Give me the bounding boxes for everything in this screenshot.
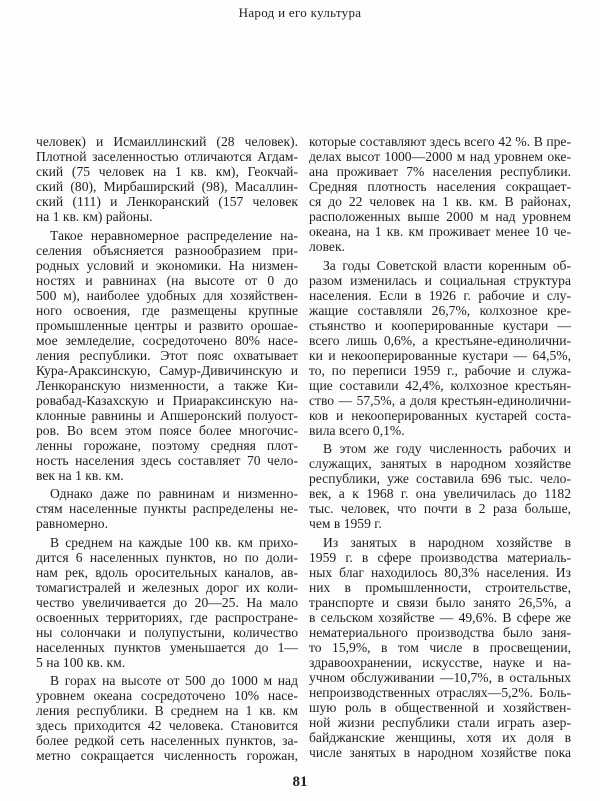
text-line: нам рек, вдоль оросительных каналов, ав- bbox=[36, 564, 298, 580]
text-line: которые составляют здесь всего 42 %. В пре- bbox=[309, 134, 571, 149]
paragraph bbox=[309, 441, 571, 531]
text-line: числе занятых в народном хозяйстве пока bbox=[309, 744, 571, 760]
text-line: транспорте и связи было занято 26,5%, а bbox=[309, 594, 571, 610]
text-line: освоенных территориях, где распростране- bbox=[36, 609, 298, 625]
text-line: ский (80), Мирбаширский (98), Масаллин- bbox=[36, 179, 298, 194]
text-column-left bbox=[36, 134, 298, 767]
text-line: республики, уже составила 696 тыс. чело- bbox=[309, 471, 571, 486]
text-line: томагистралей и железных дорог их коли- bbox=[36, 579, 298, 595]
text-line: шую роль в общественной и хозяйствен- bbox=[309, 699, 571, 715]
text-line: стьянство и кооперированные кустари — bbox=[309, 317, 571, 333]
text-line: Средняя плотность населения сокращает- bbox=[309, 179, 571, 194]
text-line: населения. Если в 1926 г. рабочие и слу- bbox=[309, 287, 571, 303]
text-line: нематериального производства было заня- bbox=[309, 624, 571, 640]
text-line: на 1 кв. км) районы. bbox=[36, 209, 153, 224]
text-line: ления республики. В среднем на 1 кв. км bbox=[36, 703, 298, 718]
text-line: Такое неравномерное распределение на- bbox=[50, 227, 298, 243]
text-line: Однако даже по равнинам и низменно- bbox=[50, 486, 298, 501]
text-line: Плотной заселенностью отличаются Агдам- bbox=[36, 149, 298, 164]
text-line: ана проживает 7% населения республики. bbox=[309, 164, 571, 179]
text-line: делах высот 1000—2000 м над уровнем оке- bbox=[309, 149, 571, 164]
text-line: всего лишь 0,6%, а крестьяне-единолични- bbox=[309, 332, 571, 348]
text-line: ных благ находилось 80,3% населения. Из bbox=[309, 564, 571, 580]
text-line: ной жизни республики стали играть азер- bbox=[309, 714, 571, 730]
text-line: ного освоения, где размещены крупные bbox=[36, 302, 298, 318]
text-line: здесь приходится 42 человека. Становится bbox=[36, 718, 298, 733]
text-line: В среднем на каждые 100 кв. км прихо- bbox=[50, 534, 298, 550]
text-line: клонные равнины и Апшеронский полуост- bbox=[36, 407, 298, 423]
text-line: щие составили 42,4%, колхозное крестьян- bbox=[309, 377, 571, 393]
text-line: человек) и Исмаиллинский (28 человек). bbox=[36, 134, 298, 149]
running-head-title: Народ и его культура bbox=[238, 5, 362, 20]
text-line: ловек. bbox=[309, 239, 345, 254]
text-line: Из занятых в народном хозяйстве в bbox=[323, 534, 571, 550]
text-line: океана, на 1 кв. км проживает менее 10 че- bbox=[309, 224, 571, 239]
text-line: уровнем океана сосредоточено 10% насе- bbox=[36, 688, 298, 703]
text-line: вила всего 0,1%. bbox=[309, 422, 405, 438]
text-line: ления республики. Этот пояс охватывает bbox=[36, 347, 298, 363]
text-line: ны солончаки и полупустыни, количество bbox=[36, 624, 298, 640]
text-line: то 15,9%, в том числе в просвещении, bbox=[309, 639, 571, 655]
text-line: служащих, занятых в народном хозяйстве bbox=[309, 456, 571, 471]
text-line: дится 6 населенных пунктов, но по доли- bbox=[36, 549, 298, 565]
text-line: непроизводственных отраслях—5,2%. Боль- bbox=[309, 684, 571, 700]
text-line: 500 м), наиболее удобных для хозяйствен- bbox=[36, 287, 298, 303]
text-line: век на 1 кв. км. bbox=[36, 467, 124, 483]
text-line: тыс. человек, что почти в 2 раза больше, bbox=[309, 501, 571, 516]
text-line: них в промышленности, строительстве, bbox=[309, 579, 571, 595]
text-line: расположенных выше 2000 м над уровнем bbox=[309, 209, 571, 224]
text-line: родных условий и экономики. На низмен- bbox=[36, 257, 298, 273]
paragraph bbox=[309, 134, 571, 254]
page-number: 81 bbox=[292, 774, 308, 790]
text-line: ство — 57,5%, а доля крестьян-единолични- bbox=[309, 392, 571, 408]
text-line: чем в 1959 г. bbox=[309, 516, 382, 531]
text-line: мое земледелие, сосредоточено 80% насе- bbox=[36, 332, 298, 348]
paragraph bbox=[309, 535, 571, 760]
text-line: Ленкоранскую низменности, а также Ки- bbox=[36, 377, 298, 393]
text-line: век, а к 1968 г. она увеличилась до 1182 bbox=[309, 486, 571, 501]
text-line: 5 на 100 кв. км. bbox=[36, 654, 126, 670]
text-line: равномерно. bbox=[36, 516, 108, 531]
text-line: Кура-Араксинскую, Самур-Дивичинскую и bbox=[36, 362, 298, 378]
text-line: разом изменилась и социальная структура bbox=[309, 272, 571, 288]
text-line: В этом же году численность рабочих и bbox=[323, 441, 571, 456]
text-line: ровабад-Казахскую и Приараксинскую на- bbox=[36, 392, 298, 408]
text-line: в сельском хозяйстве — 49,6%. В сфере же bbox=[309, 609, 571, 625]
text-line: промышленные центры и развито орошае- bbox=[36, 317, 298, 333]
paragraph bbox=[36, 134, 298, 224]
text-line: селения объясняется разнообразием при- bbox=[36, 242, 298, 258]
text-line: учном обслуживании —10,7%, в остальных bbox=[309, 669, 571, 685]
text-line: стям населенные пункты распределены не- bbox=[36, 501, 298, 516]
text-line: ся до 22 человек на 1 кв. км. В районах, bbox=[309, 194, 571, 209]
paragraph bbox=[309, 258, 571, 438]
text-line: За годы Советской власти коренным об- bbox=[323, 257, 571, 273]
text-line: ность населения здесь составляет 70 чело- bbox=[36, 452, 298, 468]
text-line: ки и некооперированные кустари — 64,5%, bbox=[309, 347, 571, 363]
text-line: более редкой сеть населенных пунктов, за- bbox=[36, 733, 298, 748]
text-line: ков и некооперированных кустарей соста- bbox=[309, 407, 571, 423]
text-line: 1959 г. в сфере производства материаль- bbox=[309, 549, 571, 565]
text-line: метно сокращается численность горожан, bbox=[36, 748, 298, 763]
text-line: ский (111) и Ленкоранский (157 человек bbox=[36, 194, 298, 209]
paragraph bbox=[36, 228, 298, 483]
text-line: ленны горожане, поэтому средняя плот- bbox=[36, 437, 298, 453]
text-line: ров. Во всем этом поясе более многочис- bbox=[36, 422, 298, 438]
text-line: здравоохранении, искусстве, науке и на- bbox=[309, 654, 571, 670]
paragraph bbox=[36, 486, 298, 531]
text-line: байджанские женщины, хотя их доля в bbox=[309, 729, 571, 745]
text-line: В горах на высоте от 500 до 1000 м над bbox=[50, 673, 298, 688]
text-line: ский (75 человек на 1 кв. км), Геокчай- bbox=[36, 164, 298, 179]
text-line: то, по переписи 1959 г., рабочие и служа- bbox=[309, 362, 571, 378]
text-line: населенных пунктов уменьшается до 1— bbox=[36, 639, 298, 655]
paragraph bbox=[36, 535, 298, 670]
text-line: жащие составляли 26,7%, колхозное кре- bbox=[309, 302, 571, 318]
paragraph bbox=[36, 673, 298, 763]
text-line: чество увеличивается до 20—25. На мало bbox=[36, 594, 298, 610]
text-line: ностях и равнинах (на высоте от 0 до bbox=[36, 272, 298, 288]
text-column-right bbox=[309, 134, 571, 763]
